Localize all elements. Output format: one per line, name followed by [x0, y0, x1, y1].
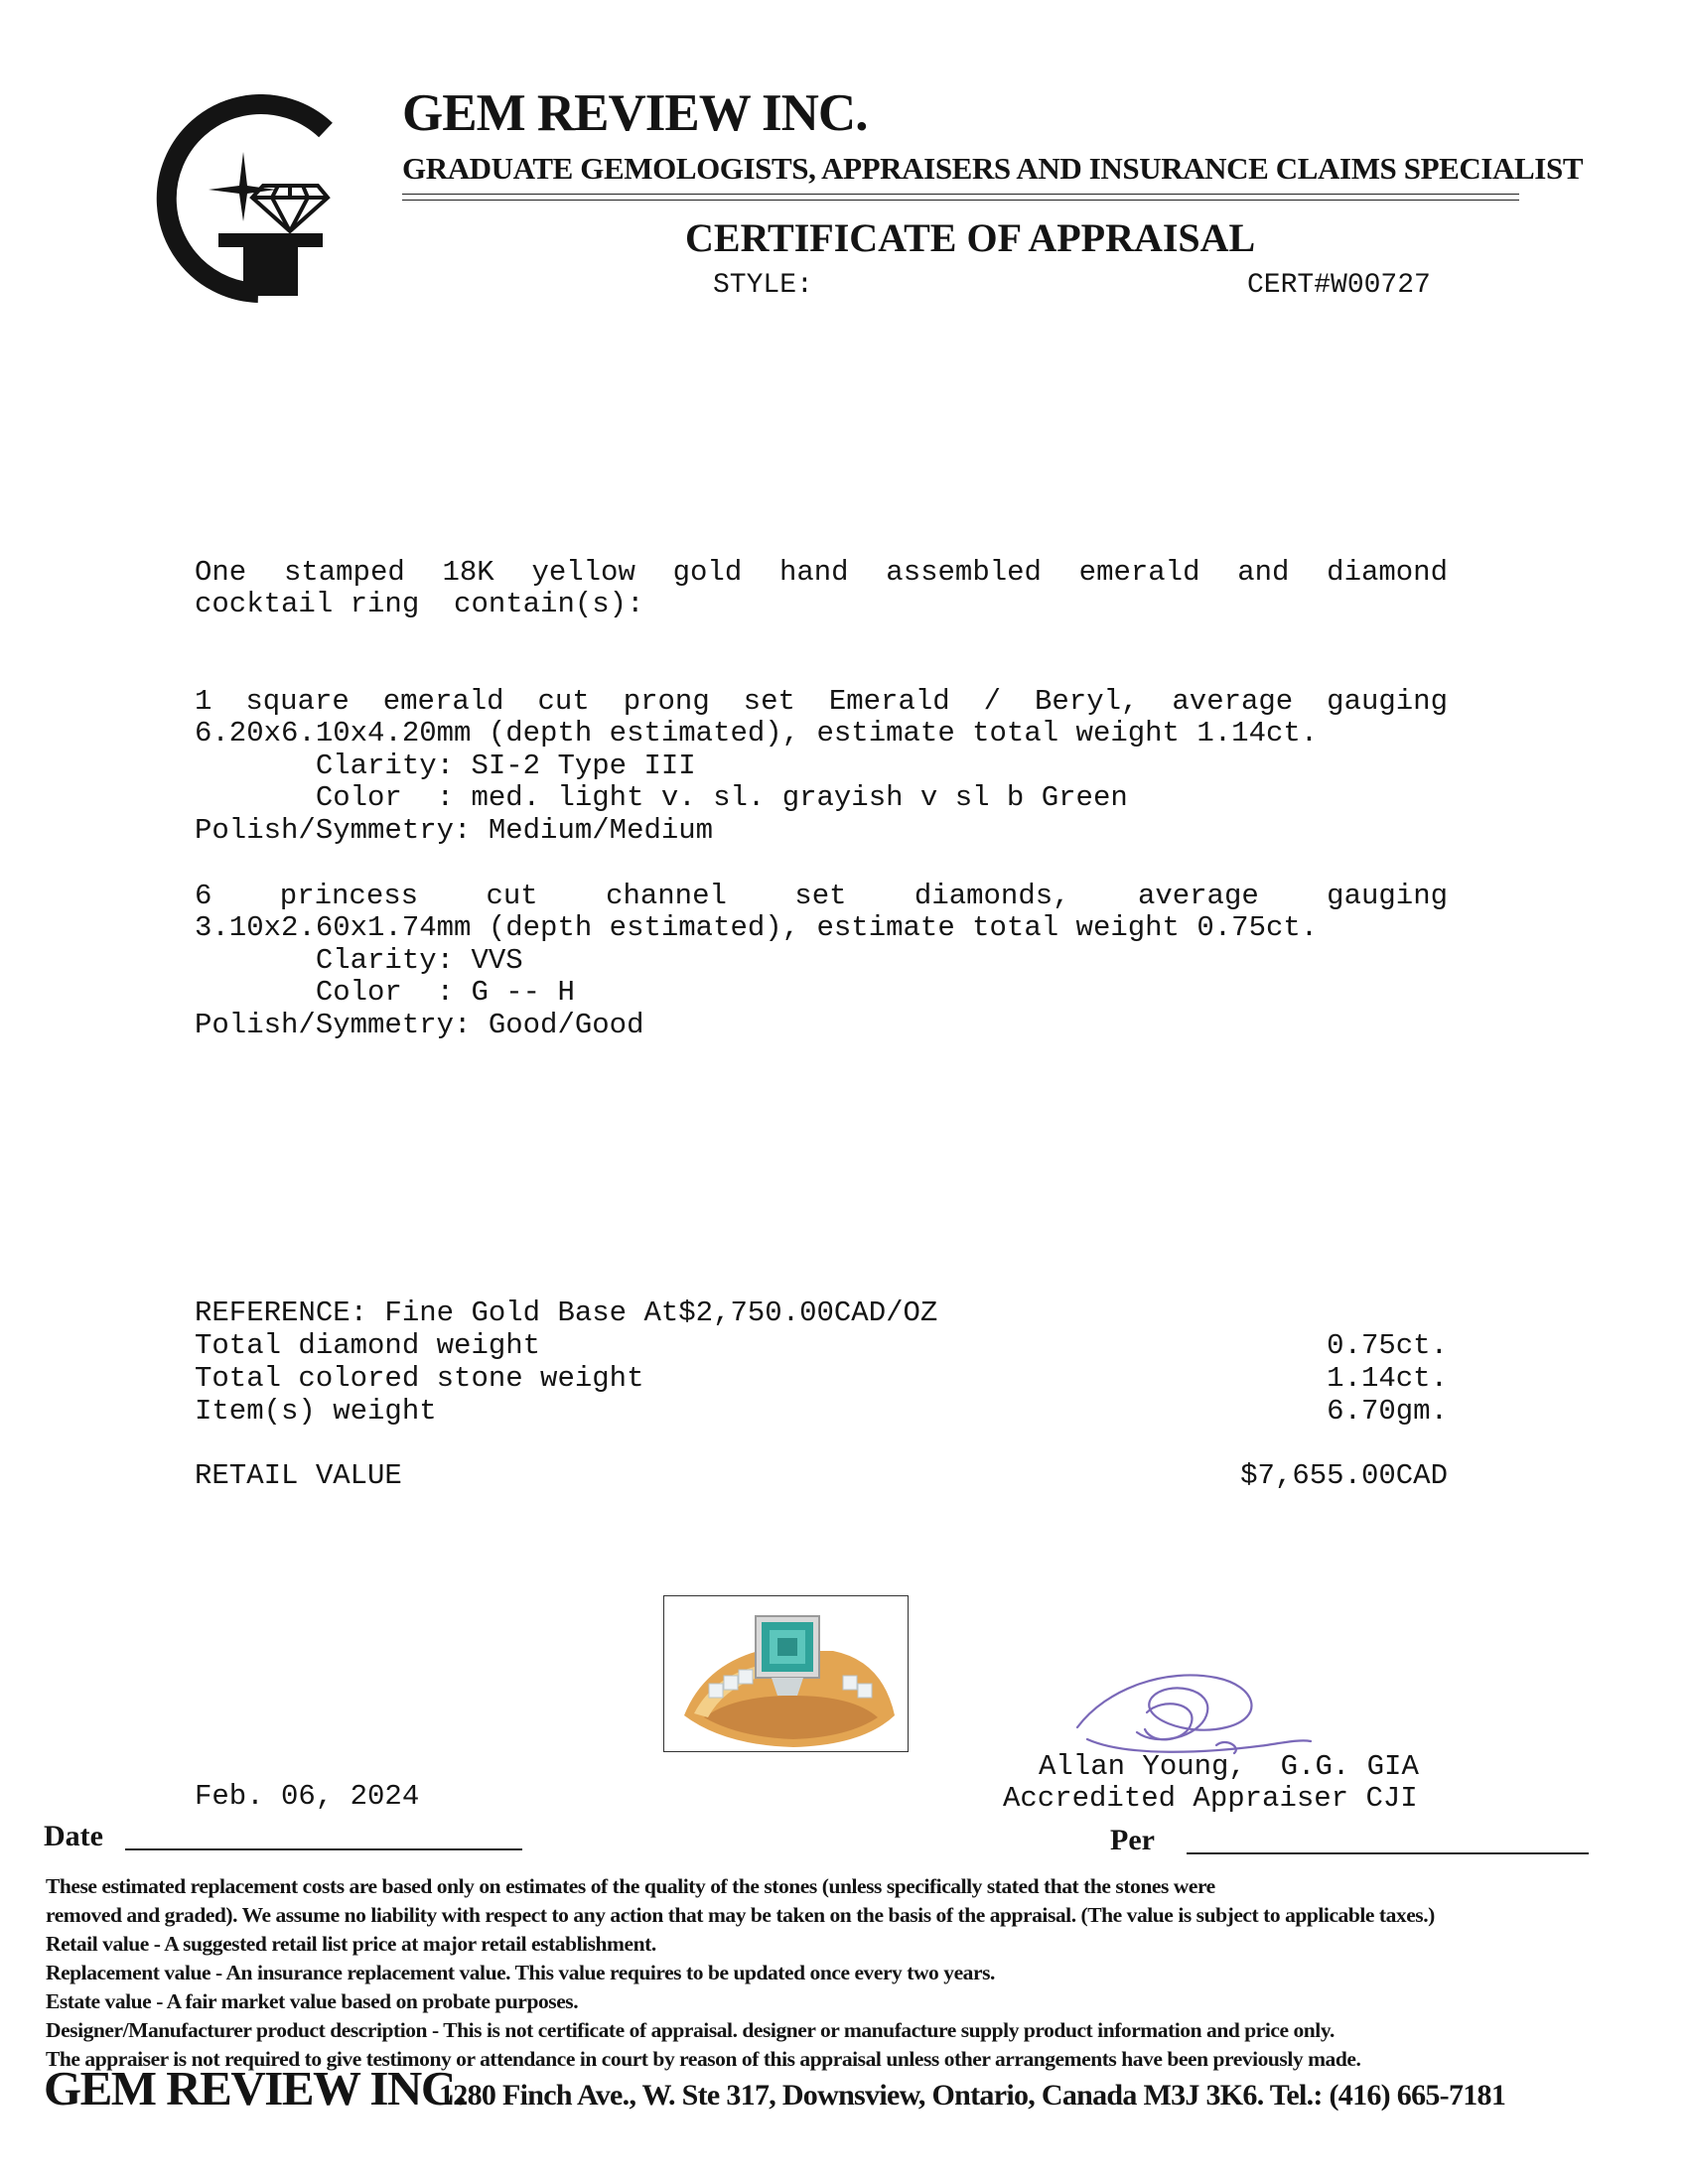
certificate-number: CERT#W00727	[1247, 270, 1431, 301]
disclaimer-designer-description: Designer/Manufacturer product description - This is not certificate of appraisal. designer or manufacture supply product information and price only.	[46, 2018, 1335, 2042]
diamonds-color: Color : G -- H	[195, 976, 575, 1009]
emerald-polish-symmetry: Polish/Symmetry: Medium/Medium	[195, 814, 714, 847]
total-diamond-weight-value: 0.75ct.	[1327, 1329, 1448, 1362]
emerald-color: Color : med. light v. sl. grayish v sl b Green	[195, 781, 1128, 814]
footer-address: 1280 Finch Ave., W. Ste 317, Downsview, Ontario, Canada M3J 3K6. Tel.: (416) 665-7181	[439, 2079, 1506, 2112]
total-colored-stone-weight-label: Total colored stone weight	[195, 1362, 644, 1395]
footer-company-name: GEM REVIEW INC.	[44, 2061, 466, 2116]
header-rule-bottom	[402, 200, 1519, 201]
gem-review-logo	[149, 94, 348, 303]
per-label: Per	[1110, 1824, 1155, 1856]
emerald-line-1: 1 square emerald cut prong set Emerald / Beryl, average gauging	[195, 685, 1448, 718]
certificate-title: CERTIFICATE OF APPRAISAL	[685, 215, 1256, 260]
gold-reference: REFERENCE: Fine Gold Base At$2,750.00CAD/OZ	[195, 1297, 938, 1329]
date-signature-line	[125, 1848, 522, 1850]
ring-image	[664, 1596, 908, 1751]
disclaimer-line-2: removed and graded). We assume no liability with respect to any action that may be taken on the basis of the appraisal. (The value is subject to applicable taxes.)	[46, 1903, 1435, 1927]
description-line-1: One stamped 18K yellow gold hand assembled emerald and diamond	[195, 556, 1448, 589]
header-rule-top	[402, 194, 1519, 195]
date-label: Date	[44, 1820, 103, 1852]
disclaimer-line-1: These estimated replacement costs are based only on estimates of the quality of the stones (unless specifically stated that the stones were	[46, 1874, 1215, 1898]
diamonds-line-1: 6 princess cut channel set diamonds, average gauging	[195, 880, 1448, 912]
emerald-line-2: 6.20x6.10x4.20mm (depth estimated), estimate total weight 1.14ct.	[195, 717, 1319, 750]
total-colored-stone-weight-value: 1.14ct.	[1327, 1362, 1448, 1395]
style-label: STYLE:	[713, 270, 813, 301]
disclaimer-retail-value: Retail value - A suggested retail list price at major retail establishment.	[46, 1932, 656, 1956]
retail-value-amount: $7,655.00CAD	[1240, 1459, 1448, 1492]
appraiser-title: Accredited Appraiser CJI	[1003, 1782, 1418, 1815]
appraiser-name: Allan Young, G.G. GIA	[1039, 1750, 1419, 1783]
per-signature-line	[1187, 1852, 1589, 1854]
retail-value-label: RETAIL VALUE	[195, 1459, 402, 1492]
ring-photo	[663, 1595, 909, 1752]
item-weight-label: Item(s) weight	[195, 1395, 437, 1428]
total-diamond-weight-label: Total diamond weight	[195, 1329, 541, 1362]
diamonds-clarity: Clarity: VVS	[195, 944, 523, 977]
emerald-clarity: Clarity: SI-2 Type III	[195, 750, 696, 782]
item-weight-value: 6.70gm.	[1327, 1395, 1448, 1428]
diamonds-polish-symmetry: Polish/Symmetry: Good/Good	[195, 1009, 644, 1041]
diamonds-line-2: 3.10x2.60x1.74mm (depth estimated), estimate total weight 0.75ct.	[195, 911, 1319, 944]
description-line-2: cocktail ring contain(s):	[195, 588, 644, 620]
company-tagline: GRADUATE GEMOLOGISTS, APPRAISERS AND INSURANCE CLAIMS SPECIALIST	[402, 151, 1584, 186]
appraisal-date: Feb. 06, 2024	[195, 1780, 420, 1813]
disclaimer-replacement-value: Replacement value - An insurance replacement value. This value requires to be updated once every two years.	[46, 1961, 995, 1984]
disclaimer-estate-value: Estate value - A fair market value based on probate purposes.	[46, 1989, 579, 2013]
disclaimer-testimony: The appraiser is not required to give testimony or attendance in court by reason of this appraisal unless other arrangements have been previously made.	[46, 2047, 1361, 2071]
company-name: GEM REVIEW INC.	[402, 84, 868, 142]
